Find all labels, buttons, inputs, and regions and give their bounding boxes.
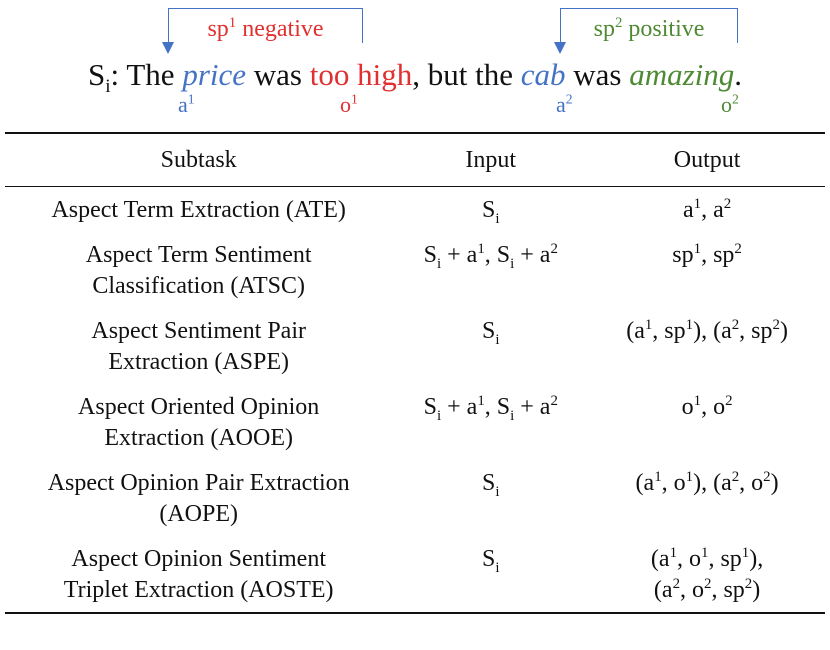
- sentiment-label-positive: $sp^2$ positive: [560, 16, 738, 43]
- arrow-down-icon: [162, 42, 174, 54]
- table-row: [5, 536, 825, 613]
- tag-a2: $a^2$: [556, 91, 573, 117]
- cell-input: $S_i + a^1$, $S_i + a^2$: [423, 393, 558, 424]
- subtask-line: Aspect Term Extraction (ATE): [51, 197, 346, 223]
- cell-input: $S_i$: [482, 318, 500, 348]
- example-sentence-panel: [0, 0, 830, 130]
- subtask-line: Aspect Sentiment Pair: [91, 318, 306, 344]
- subtask-line: Triplet Extraction (AOSTE): [63, 577, 334, 603]
- arrow-down-icon: [554, 42, 566, 54]
- cell-input: $S_i + a^1$, $S_i + a^2$: [423, 241, 558, 272]
- cell-output: [589, 187, 825, 233]
- header-subtask: Subtask: [5, 133, 392, 187]
- output-line: $o^1$, $o^2$: [681, 393, 733, 420]
- tag-o1: $o^1$: [340, 91, 358, 117]
- subtask-line: Classification (ATSC): [92, 273, 305, 299]
- cell-output: [589, 308, 825, 384]
- table-body: [5, 187, 825, 614]
- sentiment-label-negative: $sp^1$ negative: [168, 16, 363, 43]
- aspect-term-cab: cab: [520, 57, 566, 92]
- table-row: [5, 232, 825, 308]
- cell-subtask: [5, 536, 392, 613]
- output-line: $a^1$, $a^2$: [682, 196, 732, 223]
- subtask-line: Aspect Opinion Sentiment: [71, 546, 326, 572]
- cell-output: [589, 384, 825, 460]
- cell-output: [589, 232, 825, 308]
- tag-a1: $a^1$: [178, 91, 195, 117]
- cell-input: $S_i$: [482, 470, 500, 500]
- table-row: [5, 460, 825, 536]
- subtask-line: Aspect Opinion Pair Extraction: [47, 470, 350, 496]
- output-line: ($a^1$, $o^1$, $sp^1$),: [650, 545, 764, 572]
- cell-subtask: [5, 460, 392, 536]
- sentiment-bracket-2: [560, 8, 738, 44]
- subtask-table: [5, 132, 825, 614]
- subtask-line: Extraction (AOOE): [104, 425, 293, 451]
- cell-output: [589, 460, 825, 536]
- sentiment-bracket-1: [168, 8, 363, 44]
- cell-subtask: [5, 384, 392, 460]
- output-line: ($a^1$, $sp^1$), ($a^2$, $sp^2$): [626, 317, 788, 344]
- subtask-line: Aspect Term Sentiment: [85, 242, 312, 268]
- table-row: [5, 308, 825, 384]
- tag-o2: $o^2$: [721, 91, 739, 117]
- subtask-line: Extraction (ASPE): [108, 349, 289, 375]
- opinion-term-amazing: amazing: [629, 57, 735, 92]
- table-row: [5, 187, 825, 233]
- opinion-term-too-high: too high: [309, 57, 413, 92]
- cell-subtask: [5, 232, 392, 308]
- header-input: Input: [392, 133, 589, 187]
- output-line: $sp^1$, $sp^2$: [672, 241, 742, 268]
- cell-input: $S_i$: [482, 197, 500, 227]
- cell-subtask: [5, 308, 392, 384]
- table-row: [5, 384, 825, 460]
- header-output: Output: [589, 133, 825, 187]
- aspect-term-price: price: [182, 57, 247, 92]
- subtask-line: Aspect Oriented Opinion: [78, 394, 320, 420]
- cell-input: $S_i$: [482, 546, 500, 576]
- table-header-row: [5, 133, 825, 187]
- subtask-line: (AOPE): [159, 501, 238, 527]
- cell-subtask: [5, 187, 392, 233]
- example-sentence: $S_i$: The price was too high, but the cab was amazing.: [87, 57, 743, 98]
- output-line: ($a^1$, $o^1$), ($a^2$, $o^2$): [635, 469, 779, 496]
- cell-output: [589, 536, 825, 613]
- output-line: ($a^2$, $o^2$, $sp^2$): [653, 576, 761, 603]
